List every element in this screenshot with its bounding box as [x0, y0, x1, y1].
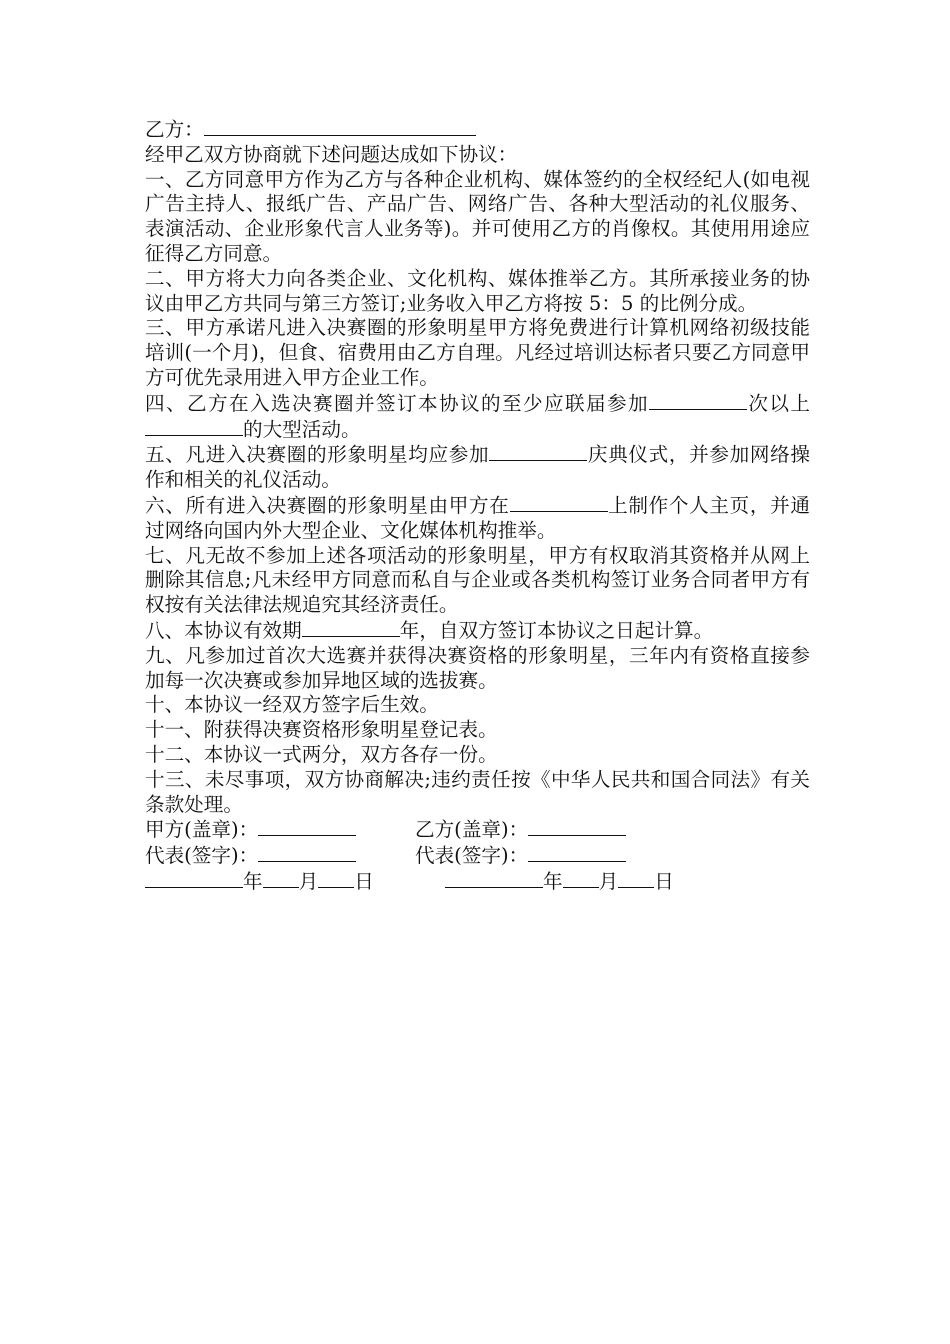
clause-8-part2: 年，自双方签订本协议之日起计算。	[399, 618, 714, 642]
date-b	[445, 869, 745, 895]
party-b-seal-blank	[528, 817, 626, 836]
clause-8-blank	[302, 618, 400, 637]
party-a-seal-blank	[258, 817, 356, 836]
rep-b	[415, 843, 685, 869]
clause-5-part2: 庆典仪式，并参加网络操作和相关的礼仪活动。	[145, 443, 810, 492]
clause-5	[145, 442, 810, 493]
date-a-day-label: 日	[354, 869, 374, 893]
clause-6-part1: 六、所有进入决赛圈的形象明星由甲方在	[145, 493, 510, 517]
date-a-year-label: 年	[243, 869, 263, 893]
rep-a	[145, 843, 415, 869]
date-a-day-blank	[318, 869, 354, 888]
rep-a-blank	[258, 843, 356, 862]
clause-4-part1: 四、乙方在入选决赛圈并签订本协议的至少应联届参加	[145, 391, 649, 415]
clause-3: 三、甲方承诺凡进入决赛圈的形象明星甲方将免费进行计算机网络初级技能培训(一个月)，但食、宿费用由乙方自理。凡经过培训达标者只要乙方同意甲方可优先录用进入甲方企业工作。	[145, 316, 810, 389]
party-a-seal-label: 甲方(盖章)：	[145, 818, 259, 842]
representative-row	[145, 843, 810, 869]
clause-4-part3: 的大型活动。	[243, 417, 361, 441]
clause-4-blank-2	[145, 417, 243, 436]
intro-text: 经甲乙双方协商就下述问题达成如下协议：	[145, 142, 518, 166]
party-a-seal	[145, 817, 415, 843]
party-b-blank	[204, 117, 476, 136]
rep-b-blank	[528, 843, 626, 862]
contract-document	[145, 117, 810, 895]
date-b-month-label: 月	[598, 869, 619, 893]
clause-1: 一、乙方同意甲方作为乙方与各种企业机构、媒体签约的全权经纪人(如电视广告主持人、报纸广告、产品广告、网络广告、各种大型活动的礼仪服务、表演活动、企业形象代言人业务等)。并可使用乙方的肖像权。其使用用途应征得乙方同意。	[145, 167, 810, 265]
clause-8	[145, 618, 810, 644]
date-b-year-label: 年	[543, 869, 563, 893]
party-b-line	[145, 117, 810, 143]
party-b-seal	[415, 817, 685, 843]
clause-12: 十二、本协议一式两分，双方各存一份。	[145, 742, 498, 766]
date-a	[145, 869, 445, 895]
date-a-year-blank	[145, 869, 243, 888]
clause-5-blank	[489, 442, 587, 461]
rep-a-label: 代表(签字)：	[145, 844, 259, 868]
party-b-seal-label: 乙方(盖章)：	[415, 818, 529, 842]
party-b-label: 乙方：	[145, 118, 204, 141]
clause-6	[145, 493, 810, 544]
rep-b-label: 代表(签字)：	[415, 844, 529, 868]
clause-13: 十三、未尽事项，双方协商解决;违约责任按《中华人民共和国合同法》有关条款处理。	[145, 767, 810, 816]
clause-4-blank-1	[649, 391, 747, 410]
date-a-month-blank	[263, 869, 299, 888]
clause-6-blank	[510, 493, 608, 512]
clause-11: 十一、附获得决赛资格形象明星登记表。	[145, 718, 498, 742]
clause-8-part1: 八、本协议有效期	[145, 618, 302, 642]
date-a-month-label: 月	[298, 869, 319, 893]
clause-7: 七、凡无故不参加上述各项活动的形象明星，甲方有权取消其资格并从网上删除其信息;凡未经甲方同意而私自与企业或各类机构签订业务合同者甲方有权按有关法律法规追究其经济责任。	[145, 543, 810, 617]
seal-row	[145, 817, 810, 843]
clause-5-part1: 五、凡进入决赛圈的形象明星均应参加	[145, 443, 490, 467]
clause-9: 九、凡参加过首次大选赛并获得决赛资格的形象明星，三年内有资格直接参加每一次决赛或参加异地区域的选拔赛。	[145, 643, 810, 692]
clause-2: 二、甲方将大力向各类企业、文化机构、媒体推举乙方。其所承接业务的协议由甲乙方共同与第三方签订;业务收入甲乙方将按 5：5 的比例分成。	[145, 266, 810, 315]
date-row	[145, 869, 810, 895]
clause-4-part2: 次以上	[747, 391, 810, 415]
clause-4	[145, 391, 810, 443]
date-b-day-label: 日	[654, 869, 674, 893]
date-b-year-blank	[445, 869, 543, 888]
clause-10: 十、本协议一经双方签字后生效。	[145, 693, 439, 717]
date-b-day-blank	[618, 869, 654, 888]
clause-6-part2: 上制作个人主页，并通过网络向国内外大型企业、文化媒体机构推举。	[145, 493, 810, 542]
date-b-month-blank	[563, 869, 599, 888]
